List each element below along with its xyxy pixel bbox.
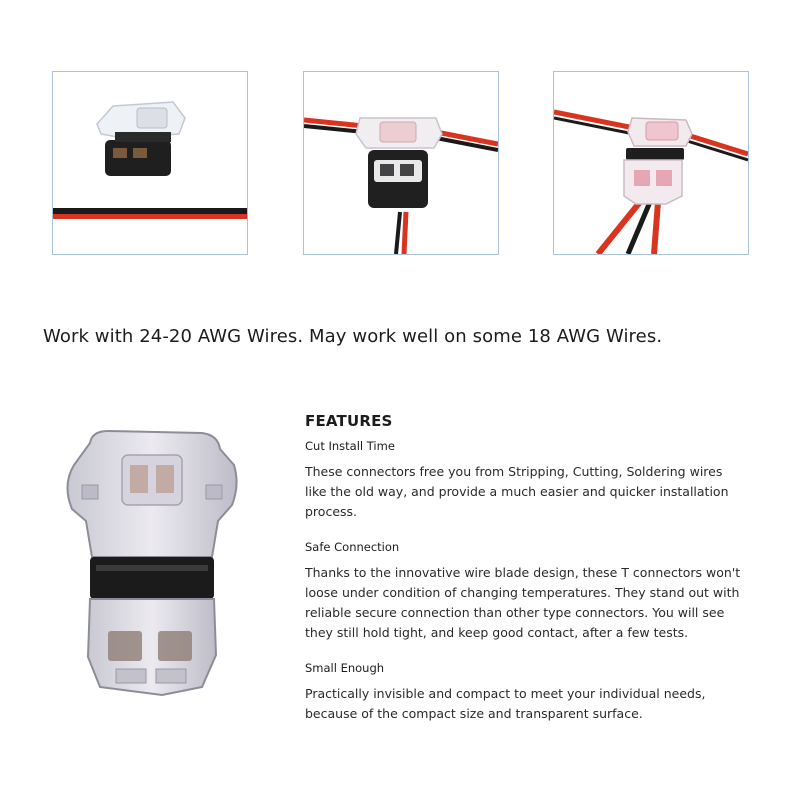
lid-band [115, 132, 171, 142]
contact-blade [380, 164, 394, 176]
side-slot [206, 485, 222, 499]
step-image-clamped-connector [303, 71, 499, 255]
wire-slot [116, 669, 146, 683]
side-slot [82, 485, 98, 499]
features-title: FEATURES [305, 412, 393, 430]
step-image-open-connector [52, 71, 248, 255]
open-connector-illustration [53, 72, 247, 254]
red-wire [404, 212, 406, 254]
t-junction-illustration [554, 72, 748, 254]
connector-band [626, 148, 684, 160]
contact-blade [656, 170, 672, 186]
lid-window [380, 122, 416, 142]
contact-blade [130, 465, 148, 493]
connector-body [88, 599, 216, 695]
product-photo-t-connector [52, 425, 252, 715]
connector-body [624, 160, 682, 204]
red-wire [53, 214, 247, 219]
contact-blade [113, 148, 127, 158]
awg-compatibility-note: Work with 24-20 AWG Wires. May work well on some 18 AWG Wires. [43, 326, 663, 347]
lid-window [646, 122, 678, 140]
feature-text-small-enough: Practically invisible and compact to meet your individual needs, because of the compact size and transparent surface. [305, 686, 706, 721]
contact-blade [156, 465, 174, 493]
contact-blade [133, 148, 147, 158]
feature-heading-small-enough: Small Enough [305, 661, 385, 675]
t-connector-illustration [52, 425, 252, 715]
contact-blade [108, 631, 142, 661]
lid-window [137, 108, 167, 128]
feature-heading-install-time: Cut Install Time [305, 439, 395, 453]
red-wire [654, 202, 658, 254]
feature-text-install-time: These connectors free you from Stripping, Cutting, Soldering wires like the old way, and provide a much easier and quicker installation process. [305, 464, 729, 519]
contact-blade [400, 164, 414, 176]
features-section [305, 412, 745, 742]
black-wire [396, 212, 400, 254]
band-highlight [96, 565, 208, 571]
contact-blade [634, 170, 650, 186]
black-wire [53, 208, 247, 214]
wire-slot [156, 669, 186, 683]
step-image-t-junction [553, 71, 749, 255]
clamped-connector-illustration [304, 72, 498, 254]
feature-heading-safe-connection: Safe Connection [305, 540, 400, 554]
connector-band [90, 557, 214, 599]
feature-text-safe-connection: Thanks to the innovative wire blade design, these T connectors won't loose under condition of changing temperatures. They stand out with reliable secure connection than other type connectors. You will see they still hold tight, and keep good contact, after a few tests. [305, 565, 741, 640]
contact-blade [158, 631, 192, 661]
